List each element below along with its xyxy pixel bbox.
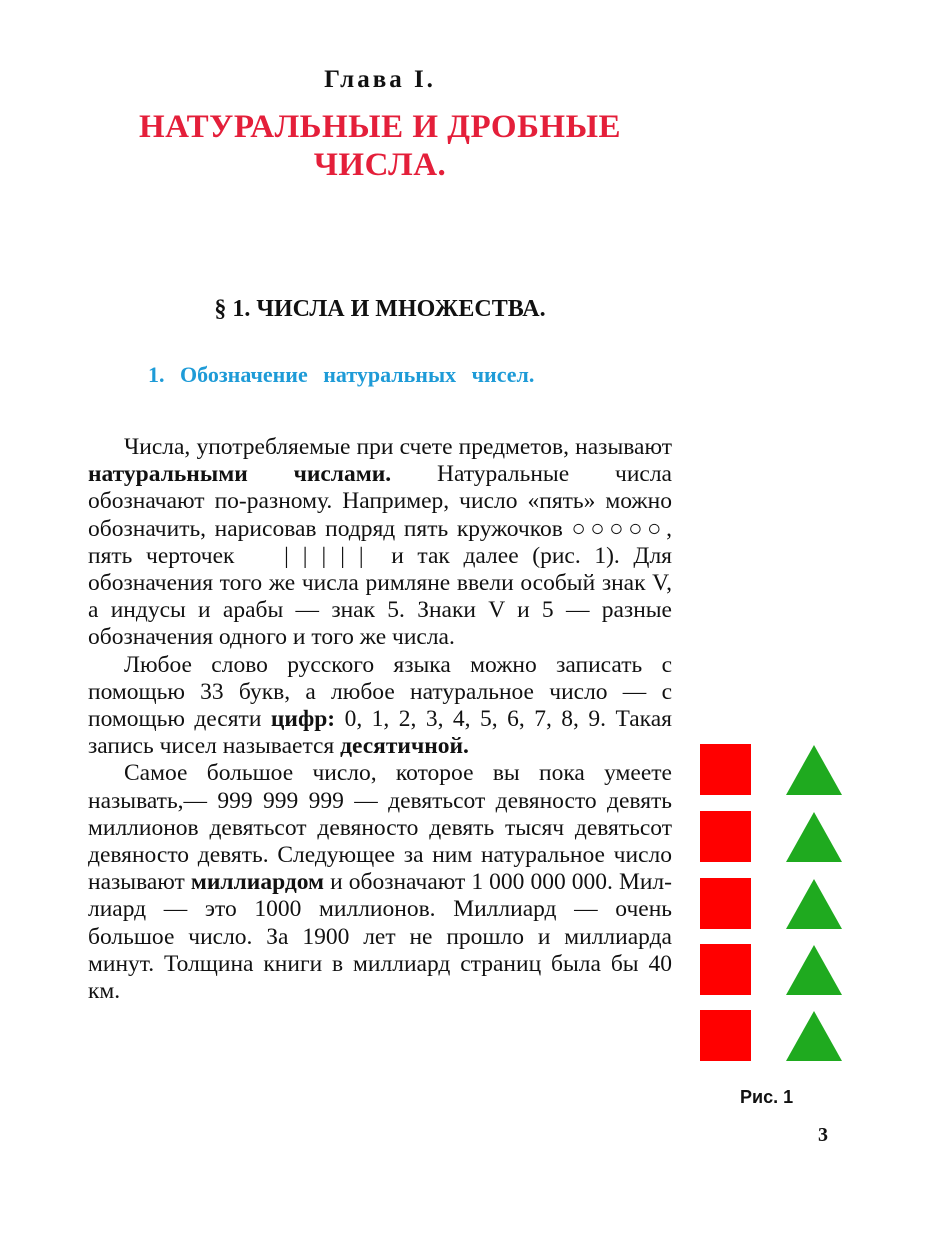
figure-green-triangle: [786, 945, 842, 995]
figure-green-triangle: [786, 812, 842, 862]
figure-red-square: [700, 744, 751, 795]
body-text: [88, 434, 672, 1005]
subsection-heading: 1. Обозначение натуральных чисел.: [148, 362, 535, 387]
figure-red-square: [700, 878, 751, 929]
sticks-glyphs: |||||: [284, 542, 378, 569]
p1-text-d: , пять черточек: [88, 515, 672, 569]
paragraph-3: [88, 760, 672, 1005]
p1-text-c: Натуральные числа обозначают по-разному. Например, число «пять» можно обозначить, нарисовав подряд пять кружочков: [88, 461, 672, 542]
paragraph-2: [88, 652, 672, 761]
p3-text-c: и обозначают 1 000 000 000. Миллиард — это 1000 миллионов. Миллиард — очень большое число. За 1900 лет не прошло и миллиарда минут. Толщина книги в миллиард страниц была бы 40 км.: [88, 869, 672, 1005]
figure-red-square: [700, 1010, 751, 1061]
chapter-title-line1: НАТУРАЛЬНЫЕ И ДРОБНЫЕ: [139, 109, 621, 145]
paragraph-1: [88, 434, 672, 652]
section-heading: § 1. ЧИСЛА И МНОЖЕСТВА.: [214, 296, 546, 322]
chapter-title: [0, 108, 760, 184]
figure-red-square: [700, 944, 751, 995]
figure-green-triangle: [786, 879, 842, 929]
p1-text-e: и так далее (рис. 1). Для обозначения того же числа римляне ввели особый знак V, а индусы и арабы — знак 5. Знаки V и 5 — разные обозначения одного и того же числа.: [88, 542, 672, 651]
p2-text-a: Любое слово русского языка можно записать с помощью 33 букв, а любое натуральное число — с помощью десяти: [88, 651, 672, 733]
term-natural-numbers: натуральными числами.: [88, 461, 392, 488]
page-number: 3: [818, 1124, 828, 1146]
p2-text-c: 0, 1, 2, 3, 4, 5, 6, 7, 8, 9. Такая запись чисел называется: [88, 706, 672, 760]
figure-green-triangle: [786, 745, 842, 795]
chapter-heading: Глава I.: [324, 66, 436, 93]
p1-text-a: Числа, употребляемые при счете предметов, называют: [124, 434, 672, 460]
term-decimal: десятичной.: [340, 733, 469, 760]
figure-caption: Рис. 1: [740, 1087, 794, 1107]
p3-text-a: Самое большое число, которое вы пока умеете называть,— 999 999 999 — девятьсот девяносто девять миллионов девятьсот девяносто девять тысяч девятьсот девяносто девять. Следующее за ним натуральное число называют: [88, 760, 672, 896]
chapter-title-line2: ЧИСЛА.: [313, 147, 447, 183]
term-billion: миллиардом: [190, 869, 325, 896]
term-digits: цифр:: [270, 706, 336, 733]
circles-glyphs: ○○○○○: [571, 515, 667, 542]
figure-green-triangle: [786, 1011, 842, 1061]
figure-red-square: [700, 811, 751, 862]
